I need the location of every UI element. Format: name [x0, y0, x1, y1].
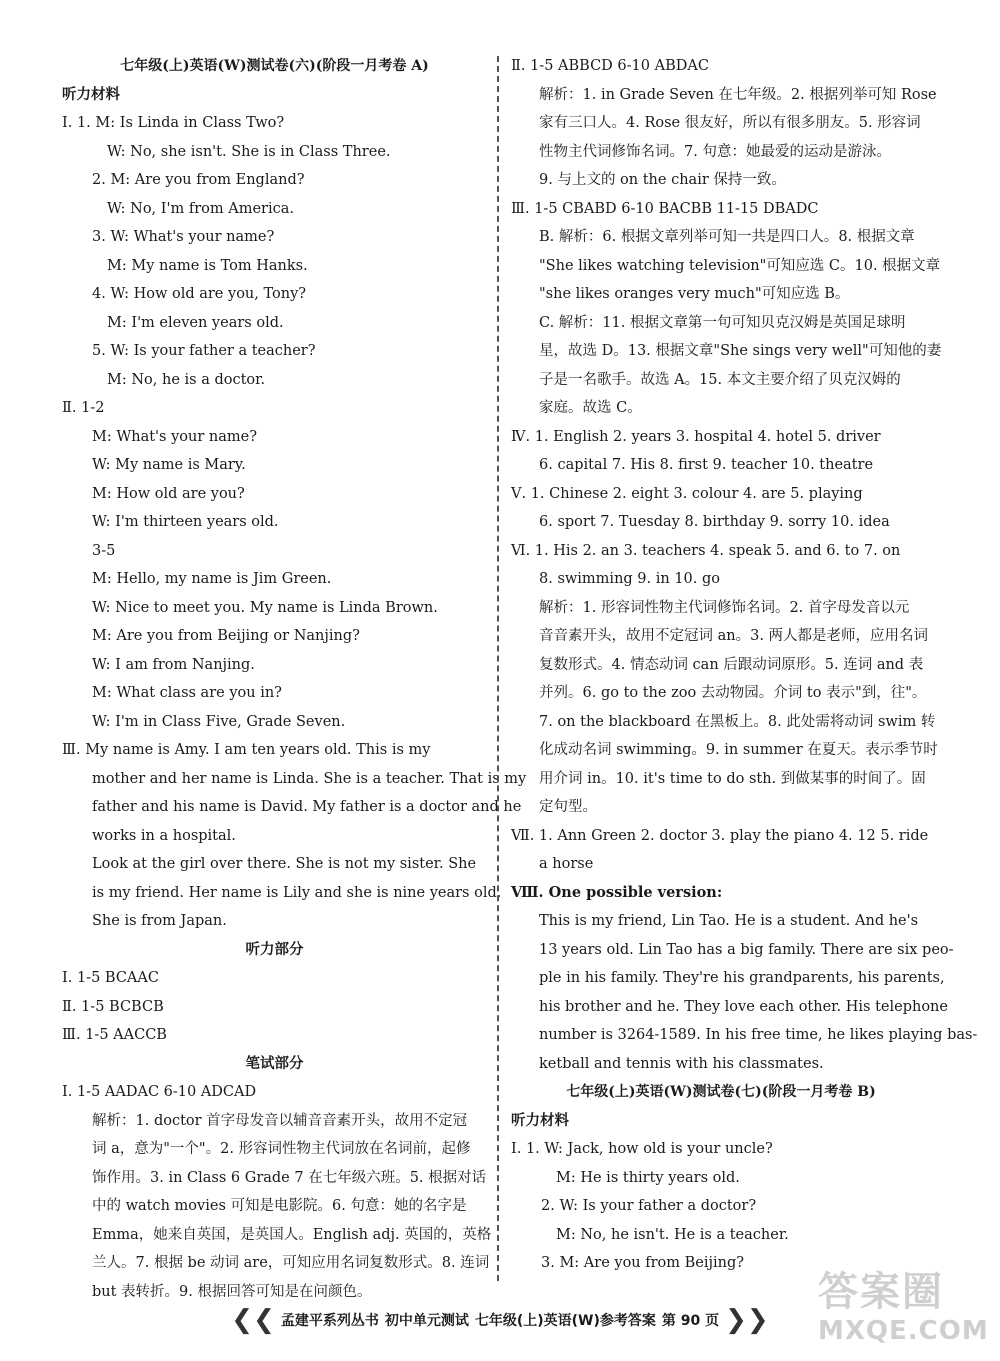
left-line: M: What's your name? [92, 428, 257, 445]
right-line: 音音素开头，故用不定冠词 an。3. 两人都是老师，应用名词 [539, 628, 929, 644]
right-line: 8. swimming 9. in 10. go [539, 571, 721, 587]
right-line: 家有三口人。4. Rose 很友好，所以有很多朋友。5. 形容词 [539, 115, 921, 131]
right-line: 3. M: Are you from Beijing? [541, 1255, 745, 1271]
footer-subject: 七年级(上)英语(W)参考答案 [474, 1313, 656, 1329]
right-line: Ⅰ. 1. W: Jack, how old is your uncle? [511, 1141, 773, 1157]
left-line: 解析：1. doctor 首字母发音以辅音音素开头，故用不定冠 [92, 1112, 468, 1129]
right-arrow-icon: ❯❯ [725, 1305, 769, 1335]
right-line: Ⅳ. 1. English 2. years 3. hospital 4. hotel 5. driver [511, 428, 881, 445]
left-line: M: No, he is a doctor. [107, 371, 266, 388]
right-column [511, 52, 978, 1278]
left-line: 5. W: Is your father a teacher? [92, 343, 316, 359]
left-line: Ⅰ. 1. M: Is Linda in Class Two? [62, 115, 285, 131]
left-line: works in a hospital. [92, 827, 236, 844]
left-line: W: No, she isn't. She is in Class Three. [107, 143, 391, 160]
right-line: Ⅱ. 1-5 ABBCD 6-10 ABDAC [511, 58, 709, 74]
right-line: 13 years old. Lin Tao has a big family. There are six peo- [539, 941, 954, 958]
column-divider [497, 56, 499, 1281]
left-line: W: Nice to meet you. My name is Linda Brown. [92, 599, 438, 616]
left-line: 笔试部分 [245, 1054, 304, 1072]
left-line: Ⅲ. 1-5 AACCB [62, 1027, 167, 1043]
right-line: 解析：1. 形容词性物主代词修饰名词。2. 首字母发音以元 [539, 599, 910, 616]
left-line: M: My name is Tom Hanks. [107, 257, 308, 274]
right-line: 化成动名词 swimming。9. in summer 在夏天。表示季节时 [539, 742, 938, 758]
left-line: W: No, I'm from America. [107, 200, 294, 217]
left-line: 3-5 [92, 542, 116, 559]
left-line: 七年级(上)英语(W)测试卷(六)(阶段一月考卷 A) [120, 58, 429, 74]
left-line: Look at the girl over there. She is not my sister. She [92, 856, 477, 872]
left-line: Ⅱ. 1-5 BCBCB [62, 998, 164, 1015]
left-line: 3. W: What's your name? [92, 229, 275, 245]
left-column [62, 52, 527, 1306]
watermark-logo [818, 1268, 993, 1358]
left-line: 听力材料 [62, 85, 120, 103]
left-line: but 表转折。9. 根据回答可知是在问颜色。 [92, 1283, 372, 1300]
right-line: 用介词 in。10. it's time to do sth. 到做某事的时间了。固 [539, 770, 926, 787]
right-line: Ⅴ. 1. Chinese 2. eight 3. colour 4. are 5. playing [511, 485, 863, 502]
right-line: "she likes oranges very much"可知应选 B。 [539, 286, 850, 302]
left-line: M: How old are you? [92, 485, 245, 502]
left-line: W: My name is Mary. [92, 457, 246, 473]
right-line: 解析：1. in Grade Seven 在七年级。2. 根据列举可知 Rose [539, 86, 937, 103]
right-line: M: No, he isn't. He is a teacher. [556, 1226, 789, 1243]
left-line: 词 a，意为"一个"。2. 形容词性物主代词放在名词前，起修 [92, 1141, 471, 1157]
right-line: Ⅵ. 1. His 2. an 3. teachers 4. speak 5. and 6. to 7. on [511, 542, 901, 559]
right-line: Ⅷ. One possible version: [511, 883, 723, 901]
right-line: This is my friend, Lin Tao. He is a student. And he's [539, 913, 919, 929]
right-line: ple in his family. They're his grandparents, his parents, [539, 970, 945, 986]
left-line: 兰人。7. 根据 be 动词 are，可知应用名词复数形式。8. 连词 [92, 1255, 490, 1271]
watermark-text: 答案圈 [818, 1269, 944, 1315]
left-line: mother and her name is Linda. She is a teacher. That is my [92, 770, 527, 787]
left-line: 听力部分 [245, 940, 304, 958]
right-line: 定句型。 [539, 799, 597, 815]
right-line: his brother and he. They love each other. His telephone [539, 998, 948, 1015]
right-line: C. 解析：11. 根据文章第一句可知贝克汉姆是英国足球明 [539, 314, 906, 331]
right-line: 6. capital 7. His 8. first 9. teacher 10. theatre [539, 457, 874, 473]
right-line: 2. W: Is your father a doctor? [541, 1198, 757, 1214]
right-line: 并列。6. go to the zoo 去动物园。介词 to 表示"到，往"。 [539, 685, 927, 701]
right-line: number is 3264-1589. In his free time, he likes playing bas- [539, 1027, 978, 1043]
left-line: Ⅱ. 1-2 [62, 400, 105, 416]
right-line: 复数形式。4. 情态动词 can 后跟动词原形。5. 连词 and 表 [539, 656, 924, 673]
right-line: 子是一名歌手。故选 A。15. 本文主要介绍了贝克汉姆的 [539, 371, 901, 388]
right-line: 7. on the blackboard 在黑板上。8. 此处需将动词 swim 转 [539, 713, 936, 730]
right-line: "She likes watching television"可知应选 C。10. 根据文章 [539, 257, 941, 274]
left-line: W: I am from Nanjing. [92, 656, 255, 673]
left-line: W: I'm thirteen years old. [92, 514, 279, 530]
right-line: M: He is thirty years old. [556, 1169, 740, 1186]
left-line: She is from Japan. [92, 913, 227, 929]
right-line: 6. sport 7. Tuesday 8. birthday 9. sorry 10. idea [539, 514, 890, 530]
right-line: B. 解析：6. 根据文章列举可知一共是四口人。8. 根据文章 [539, 229, 915, 245]
right-line: a horse [539, 856, 594, 872]
page-footer [210, 1302, 790, 1338]
left-line: 饰作用。3. in Class 6 Grade 7 在七年级六班。5. 根据对话 [92, 1169, 487, 1186]
right-line: Ⅶ. 1. Ann Green 2. doctor 3. play the piano 4. 12 5. ride [511, 827, 929, 844]
left-line: M: Are you from Beijing or Nanjing? [92, 628, 360, 644]
left-line: is my friend. Her name is Lily and she is nine years old. [92, 884, 502, 901]
left-line: M: Hello, my name is Jim Green. [92, 571, 332, 587]
footer-book: 初中单元测试 [384, 1313, 469, 1329]
right-line: 七年级(上)英语(W)测试卷(七)(阶段一月考卷 B) [566, 1084, 876, 1100]
right-line: ketball and tennis with his classmates. [539, 1055, 824, 1072]
left-line: Emma，她来自英国，是英国人。English adj. 英国的，英格 [92, 1226, 492, 1243]
watermark-url: MXQE.COM [818, 1316, 989, 1346]
left-line: W: I'm in Class Five, Grade Seven. [92, 713, 346, 730]
left-line: Ⅰ. 1-5 BCAAC [62, 970, 159, 986]
left-line: Ⅰ. 1-5 AADAC 6-10 ADCAD [62, 1084, 257, 1100]
left-line: 中的 watch movies 可知是电影院。6. 句意：她的名字是 [92, 1198, 467, 1214]
left-arrow-icon: ❮❮ [231, 1305, 275, 1335]
right-line: 听力材料 [511, 1111, 569, 1129]
right-line: 星，故选 D。13. 根据文章"She sings very well"可知他的妻 [539, 343, 942, 359]
left-line: M: I'm eleven years old. [107, 314, 284, 331]
left-line: M: What class are you in? [92, 685, 282, 701]
left-line: 2. M: Are you from England? [92, 172, 305, 188]
left-line: Ⅲ. My name is Amy. I am ten years old. This is my [62, 742, 431, 758]
right-line: Ⅲ. 1-5 CBABD 6-10 BACBB 11-15 DBADC [511, 200, 819, 217]
right-line: 家庭。故选 C。 [539, 400, 642, 416]
right-line: 9. 与上文的 on the chair 保持一致。 [539, 172, 786, 188]
right-line: 性物主代词修饰名词。7. 句意：她最爱的运动是游泳。 [539, 143, 891, 160]
footer-series: 孟建平系列丛书 [280, 1313, 379, 1329]
left-line: father and his name is David. My father is a doctor and he [92, 799, 522, 815]
left-line: 4. W: How old are you, Tony? [92, 286, 307, 302]
footer-page-number: 第 90 页 [661, 1313, 720, 1329]
